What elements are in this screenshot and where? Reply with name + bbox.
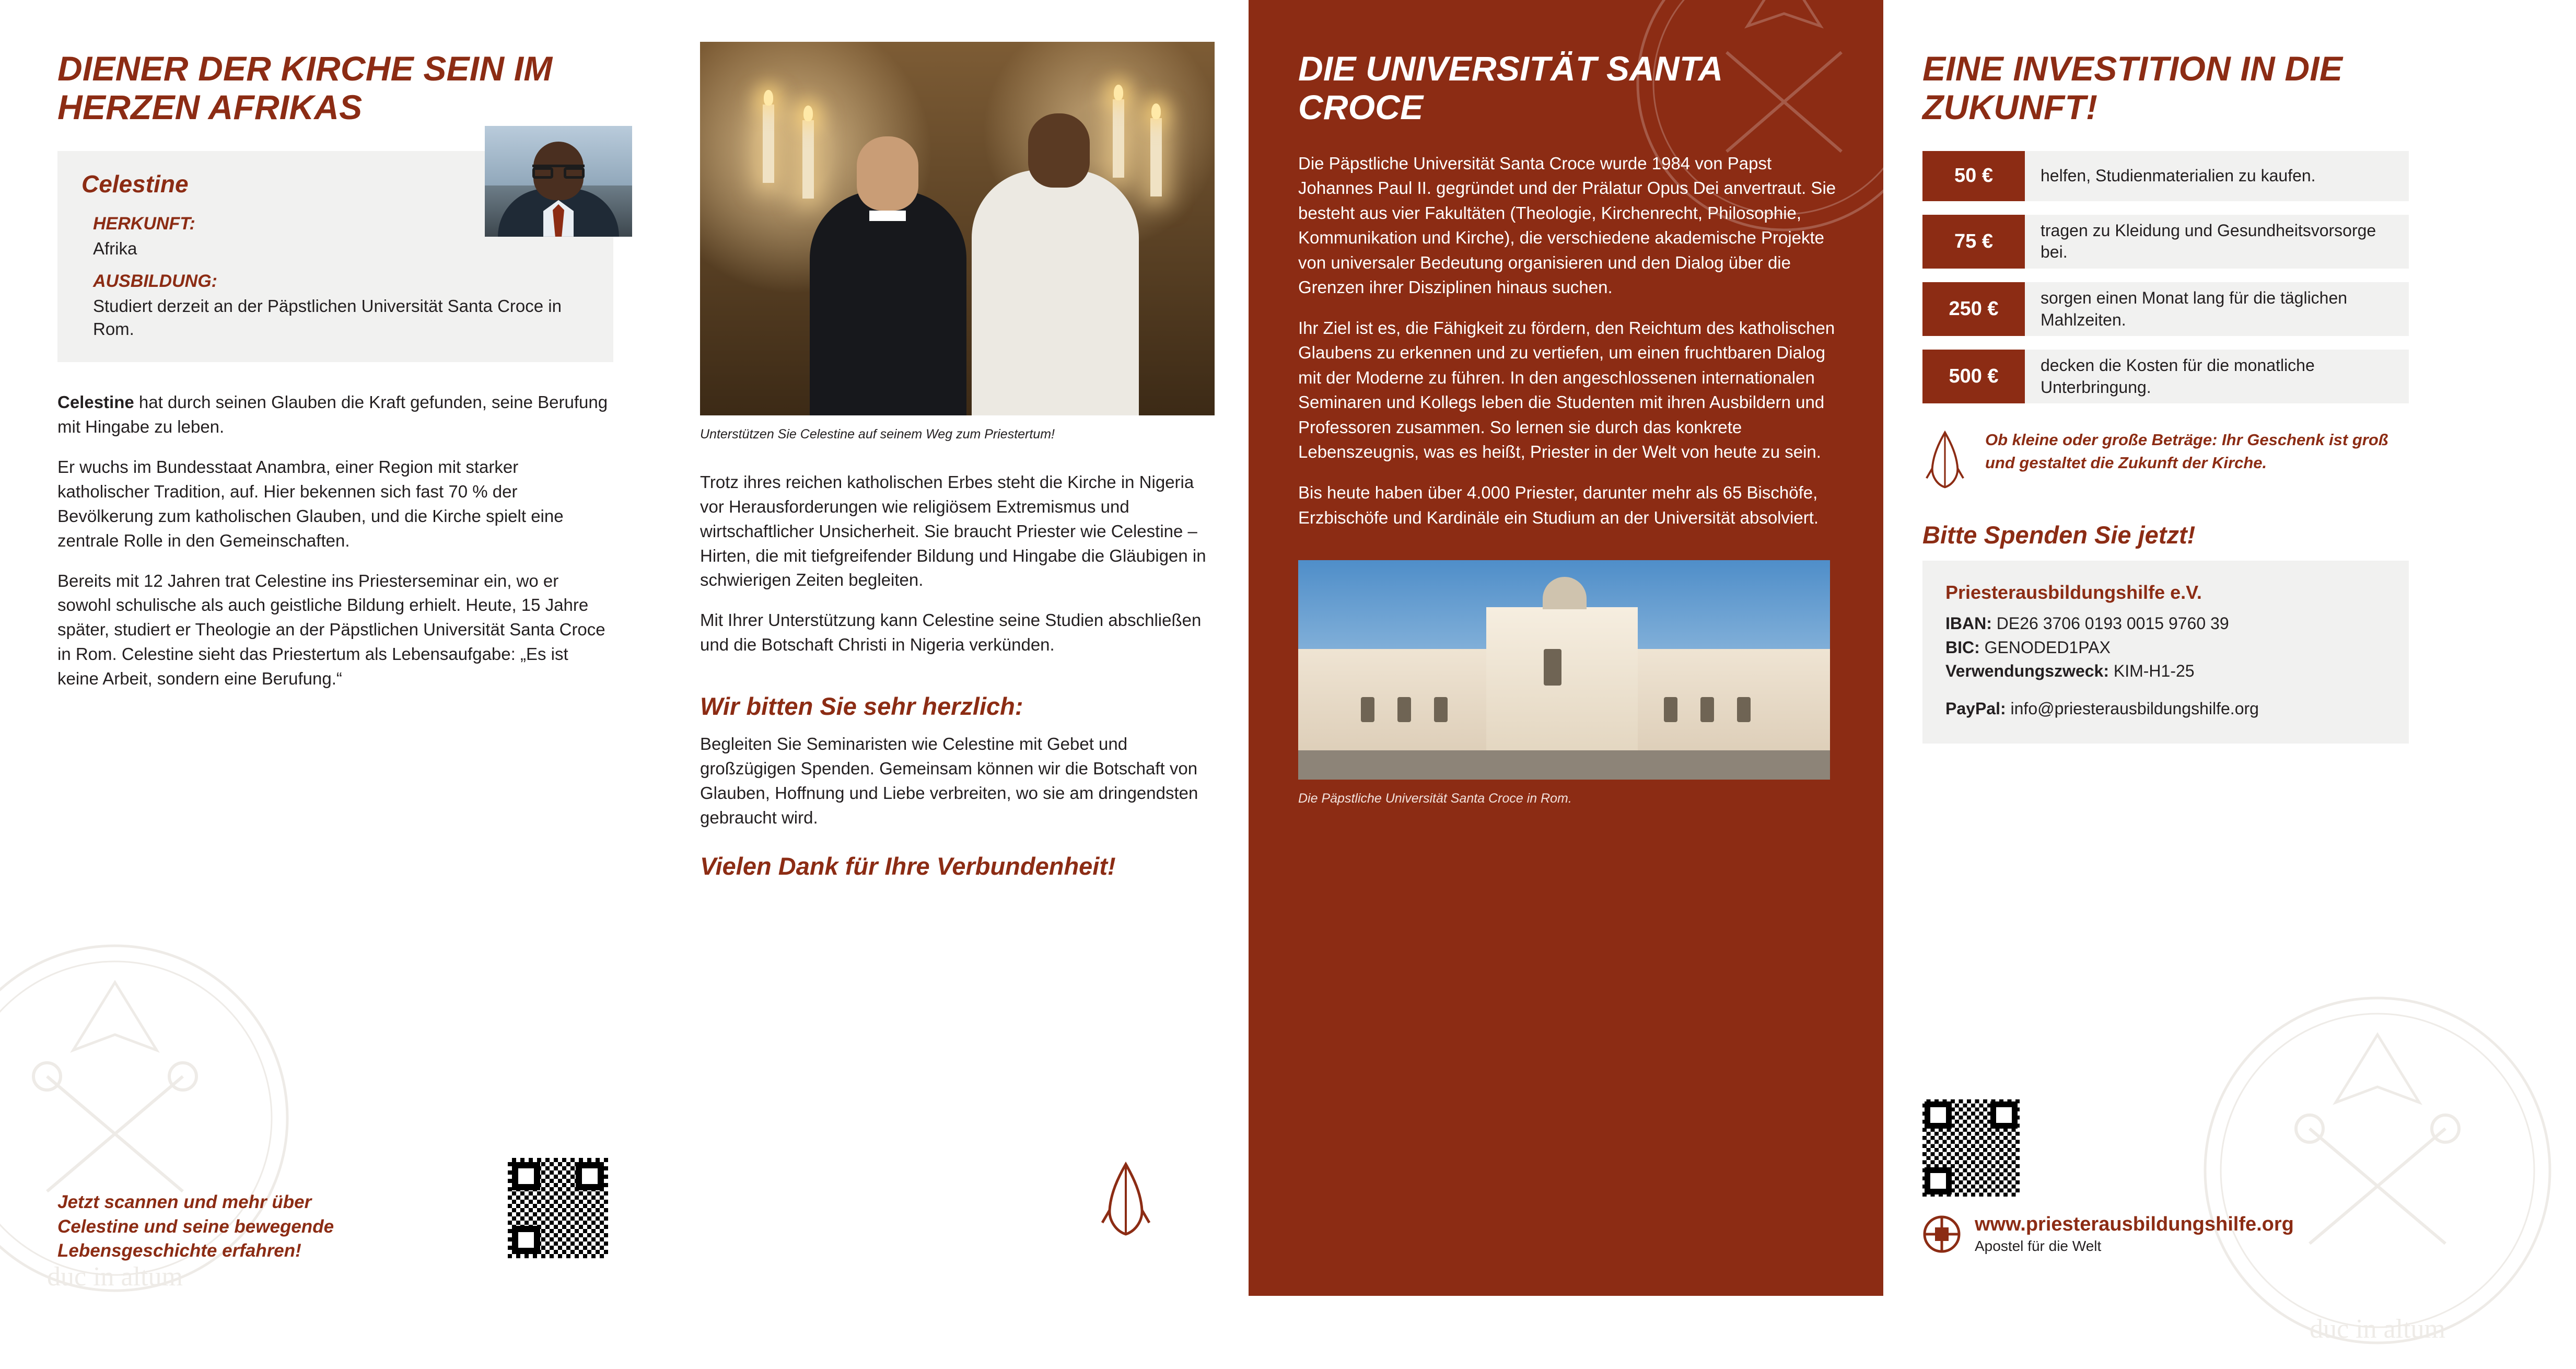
profile-education-label: AUSBILDUNG: [93,271,217,292]
footer-url[interactable]: www.priesterausbildungshilfe.org [1975,1213,2294,1235]
page-title: DIENER DER KIRCHE SEIN IM HERZEN AFRIKAS [57,49,553,126]
bank-purpose-label: Verwendungszweck: [1945,662,2114,681]
paragraph: Mit Ihrer Unterstützung kann Celestine seine Studien abschließen und die Botschaft Christi in Nigeria verkünden. [700,610,1202,655]
paragraph: Trotz ihres reichen katholischen Erbes steht die Kirche in Nigeria vor Herausforderungen wie religiösem Extremismus und wirtschaftlicher Unsicherheit. Sie braucht Priester wie Celestine – Hirten, die mit tiefgreifender Bildung und Hingabe die Gläubigen in schwierigen Zeiten begleiten. [700,472,1206,590]
paragraph: Er wuchs im Bundesstaat Anambra, einer Region mit starker katholischer Tradition, auf. Hier bekennen sich fast 70 % der Bevölkerung zum katholischen Glauben, und die Kirche spielt eine zentrale Rolle in den Gemeinschaften. [57,457,564,550]
bank-paypal-value[interactable]: info@priesterausbildungshilfe.org [2010,699,2259,718]
amount-chip: 75 € [1922,215,2025,269]
celestine-body-text [57,390,614,691]
bank-purpose-value: KIM-H1-25 [2113,662,2195,681]
bank-bic-line [1945,636,2386,659]
paragraph: Ihr Ziel ist es, die Fähigkeit zu fördern, den Reichtum des katholischen Glaubens zu erkennen und zu vertiefen, um einen fruchtbaren Dialog mit der Moderne zu führen. In den angeschlossenen internationalen Seminaren und Kollegs leben die Studenten mit ihren Ausbildern und Professoren zusammen. So lernen sie durch das konkrete Lebenszeugnis, was es heißt, Priester in der Welt von heute zu sein. [1298,318,1835,462]
photo-caption-seminarians: Unterstützen Sie Celestine auf seinem Weg zum Priestertum! [700,427,1055,442]
photo-caption-university: Die Päpstliche Universität Santa Croce in Rom. [1298,791,1572,806]
panel-celestine-story [0,0,671,1296]
amount-chip: 50 € [1922,151,2025,201]
panel-donation [1883,0,2456,1344]
profile-name: Celestine [81,170,189,198]
praying-hands-icon [1922,428,1967,491]
donation-title: EINE INVESTITION IN DIE ZUKUNFT! [1922,49,2343,126]
amount-description: helfen, Studienmaterialien zu kaufen. [2025,151,2409,201]
photo-university-building [1298,560,1830,780]
scan-callout [57,1153,613,1263]
bank-paypal-label: PayPal: [1945,699,2011,718]
support-body-text [700,470,1217,657]
svg-text:duc in altum: duc in altum [2310,1314,2445,1344]
qr-code-donation-wrapper [1922,1099,2020,1197]
footer-tagline: Apostel für die Welt [1975,1238,2102,1255]
request-heading: Wir bitten Sie sehr herzlich: [700,692,1023,721]
bank-iban-label: IBAN: [1945,614,1997,633]
amount-chip: 250 € [1922,282,2025,336]
panel-university [1249,0,1883,1296]
paragraph-rest: hat durch seinen Glauben die Kraft gefunden, seine Berufung mit Hingabe zu leben. [57,392,608,437]
profile-origin-value: Afrika [93,238,137,258]
pray-note [1922,428,2409,491]
university-title: DIE UNIVERSITÄT SANTA CROCE [1298,49,1722,126]
request-body-text [700,732,1217,830]
paragraph: Bis heute haben über 4.000 Priester, darunter mehr als 65 Bischöfe, Erzbischöfe und Kardinäle ein Studium an der Universität absolviert. [1298,483,1819,527]
panel-support-appeal [671,0,1249,1296]
bank-purpose-line [1945,659,2386,683]
watermark-crest-right [2179,972,2576,1369]
paragraph-lead: Celestine [57,392,134,412]
amount-description: decken die Kosten für die monatliche Unterbringung. [2025,350,2409,403]
bank-paypal-line [1945,697,2386,721]
celestine-profile-card [57,151,613,363]
cross-globe-icon [1922,1215,1961,1254]
university-body-text [1298,151,1836,530]
amount-chip: 500 € [1922,350,2025,403]
svg-text:duc in altum: duc in altum [47,1262,183,1292]
bank-details-box [1922,561,2409,744]
photo-two-seminarians [700,42,1215,415]
qr-code-celestine[interactable] [503,1153,613,1263]
profile-education-value: Studiert derzeit an der Päpstlichen Universität Santa Croce in Rom. [93,296,562,339]
bank-iban-line [1945,612,2386,635]
paragraph: Begleiten Sie Seminaristen wie Celestine mit Gebet und großzügigen Spenden. Gemeinsam können wir die Botschaft von Glauben, Hoffnung und Liebe verbreiten, wo sie am dringendsten gebraucht wird. [700,734,1198,827]
amount-description: tragen zu Kleidung und Gesundheitsvorsorge bei. [2025,215,2409,269]
praying-hands-icon [1097,1160,1155,1238]
celestine-portrait [485,126,632,237]
qr-code-donation[interactable] [1922,1099,2020,1197]
donation-amount-row[interactable] [1922,282,2409,336]
donate-heading: Bitte Spenden Sie jetzt! [1922,521,2196,549]
donation-amount-row[interactable] [1922,151,2409,201]
pray-note-text: Ob kleine oder große Beträge: Ihr Geschenk ist groß und gestaltet die Zukunft der Kirche. [1985,431,2388,472]
paragraph: Die Päpstliche Universität Santa Croce wurde 1984 von Papst Johannes Paul II. gegründet und der Prälatur Opus Dei anvertraut. Sie besteht aus vier Fakultäten (Theologie, Kirchenrecht, Philosophie, Kommunikation und Kirche), die verschiedene akademische Projekte von universaler Bedeutung organisieren und den Dialog über die Grenzen ihrer Disziplinen hinaus suchen. [1298,153,1836,297]
donation-amounts-list [1922,151,2409,404]
bank-bic-label: BIC: [1945,637,1985,657]
paragraph [57,390,614,439]
bank-iban-value: DE26 3706 0193 0015 9760 39 [1996,614,2229,633]
amount-description: sorgen einen Monat lang für die täglichen Mahlzeiten. [2025,282,2409,336]
footer-brand[interactable] [1922,1214,2294,1255]
paragraph: Bereits mit 12 Jahren trat Celestine ins Priesterseminar ein, wo er sowohl schulische als auch geistliche Bildung erhielt. Heute, 15 Jahre später, studiert er Theologie an der Päpstlichen Universität Santa Croce in Rom. Celestine sieht das Priestertum als Lebensaufgabe: „Es ist keine Arbeit, sondern eine Berufung.“ [57,571,605,689]
thanks-heading: Vielen Dank für Ihre Verbundenheit! [700,852,1116,880]
donation-amount-row[interactable] [1922,215,2409,269]
profile-origin-label: HERKUNFT: [93,213,195,234]
bank-bic-value: GENODED1PAX [1984,637,2111,657]
scan-callout-text: Jetzt scannen und mehr über Celestine und seine bewegende Lebensgeschichte erfahren! [57,1192,334,1261]
bank-org-name: Priesterausbildungshilfe e.V. [1945,582,2202,604]
donation-amount-row[interactable] [1922,350,2409,403]
